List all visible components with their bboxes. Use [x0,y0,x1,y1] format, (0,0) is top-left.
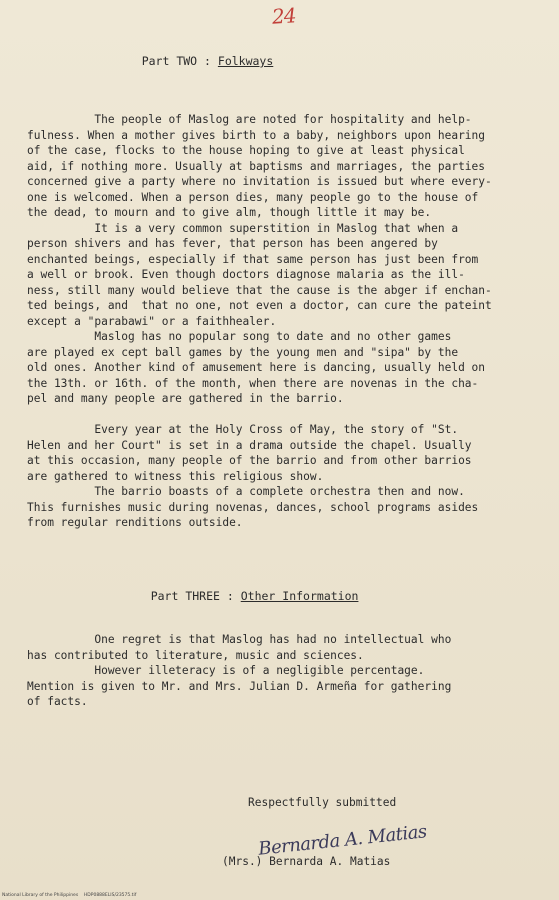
text-line: of facts. [27,695,88,708]
text-line: ness, still many would believe that the cause is the abger if enchan- [27,283,492,297]
text-line: concerned give a party where no invitation is issued but where every- [27,175,492,188]
text-line: aid, if nothing more. Usually at baptisms and marriages, the parties [27,159,486,173]
handwritten-signature: Bernarda A. Matias [257,821,428,860]
text-line: person shivers and has fever, that person has been angered by [27,237,438,250]
text-line: one is welcomed. When a person dies, many people go to the house of [27,190,479,204]
part-two-heading [114,40,273,82]
text-line: are gathered to witness this religious show. [27,469,324,483]
text-line: except a "parabawi" or a faithhealer. [27,314,277,328]
archive-footer: National Library of the Philippines HDP0888ELIS/23575.tif [2,893,137,898]
text-line: This furnishes music during novenas, dances, school programs asides [27,500,479,514]
part-three-label: Part THREE : [150,589,234,603]
handwritten-page-number: 24 [271,3,297,29]
closing-text: Respectfully submitted [248,796,397,809]
signatory-name: (Mrs.) Bernarda A. Matias [222,855,391,868]
text-line: from regular renditions outside. [27,516,243,529]
text-line: at this occasion, many people of the barrio and from other barrios [27,454,472,467]
text-line: The barrio boasts of a complete orchestra then and now. [27,485,465,498]
part-three-title: Other Information [240,589,359,603]
text-line: Helen and her Court" is set in a drama outside the chapel. Usually [27,438,472,452]
text-line: pel and many people are gathered in the barrio. [27,392,344,405]
text-line: are played ex cept ball games by the young men and "sipa" by the [27,345,459,359]
text-line: Every year at the Holy Cross of May, the story of "St. [27,423,459,436]
text-line: enchanted beings, especially if that same person has just been from [27,252,479,266]
text-line: The people of Maslog are noted for hospitality and help- [27,113,472,126]
text-line: Mention is given to Mr. and Mrs. Julian D. Armeña for gathering [27,679,452,693]
text-line: old ones. Another kind of amusement here is dancing, usually held on [27,361,486,374]
text-line: fulness. When a mother gives birth to a baby, neighbors upon hearing [27,128,486,142]
text-line: However illeteracy is of a negligible percentage. [27,664,425,677]
part-two-title: Folkways [217,54,274,68]
part-two-label: Part TWO : [141,54,211,68]
text-line: the dead, to mourn and to give alm, though little it may be. [27,206,432,219]
text-line: of the case, flocks to the house hoping to give at least physical [27,144,465,157]
text-line: ted beings, and that no one, not even a doctor, can cure the pateint [27,299,492,312]
part-three-heading [123,575,358,617]
text-line: has contributed to literature, music and sciences. [27,648,364,662]
text-line: Maslog has no popular song to date and no other games [27,330,452,343]
text-line: a well or brook. Even though doctors diagnose malaria as the ill- [27,268,465,281]
text-line: It is a very common superstition in Maslog that when a [27,221,459,235]
text-line: One regret is that Maslog has had no intellectual who [27,633,452,646]
text-line: the 13th. or 16th. of the month, when there are novenas in the cha- [27,376,479,390]
